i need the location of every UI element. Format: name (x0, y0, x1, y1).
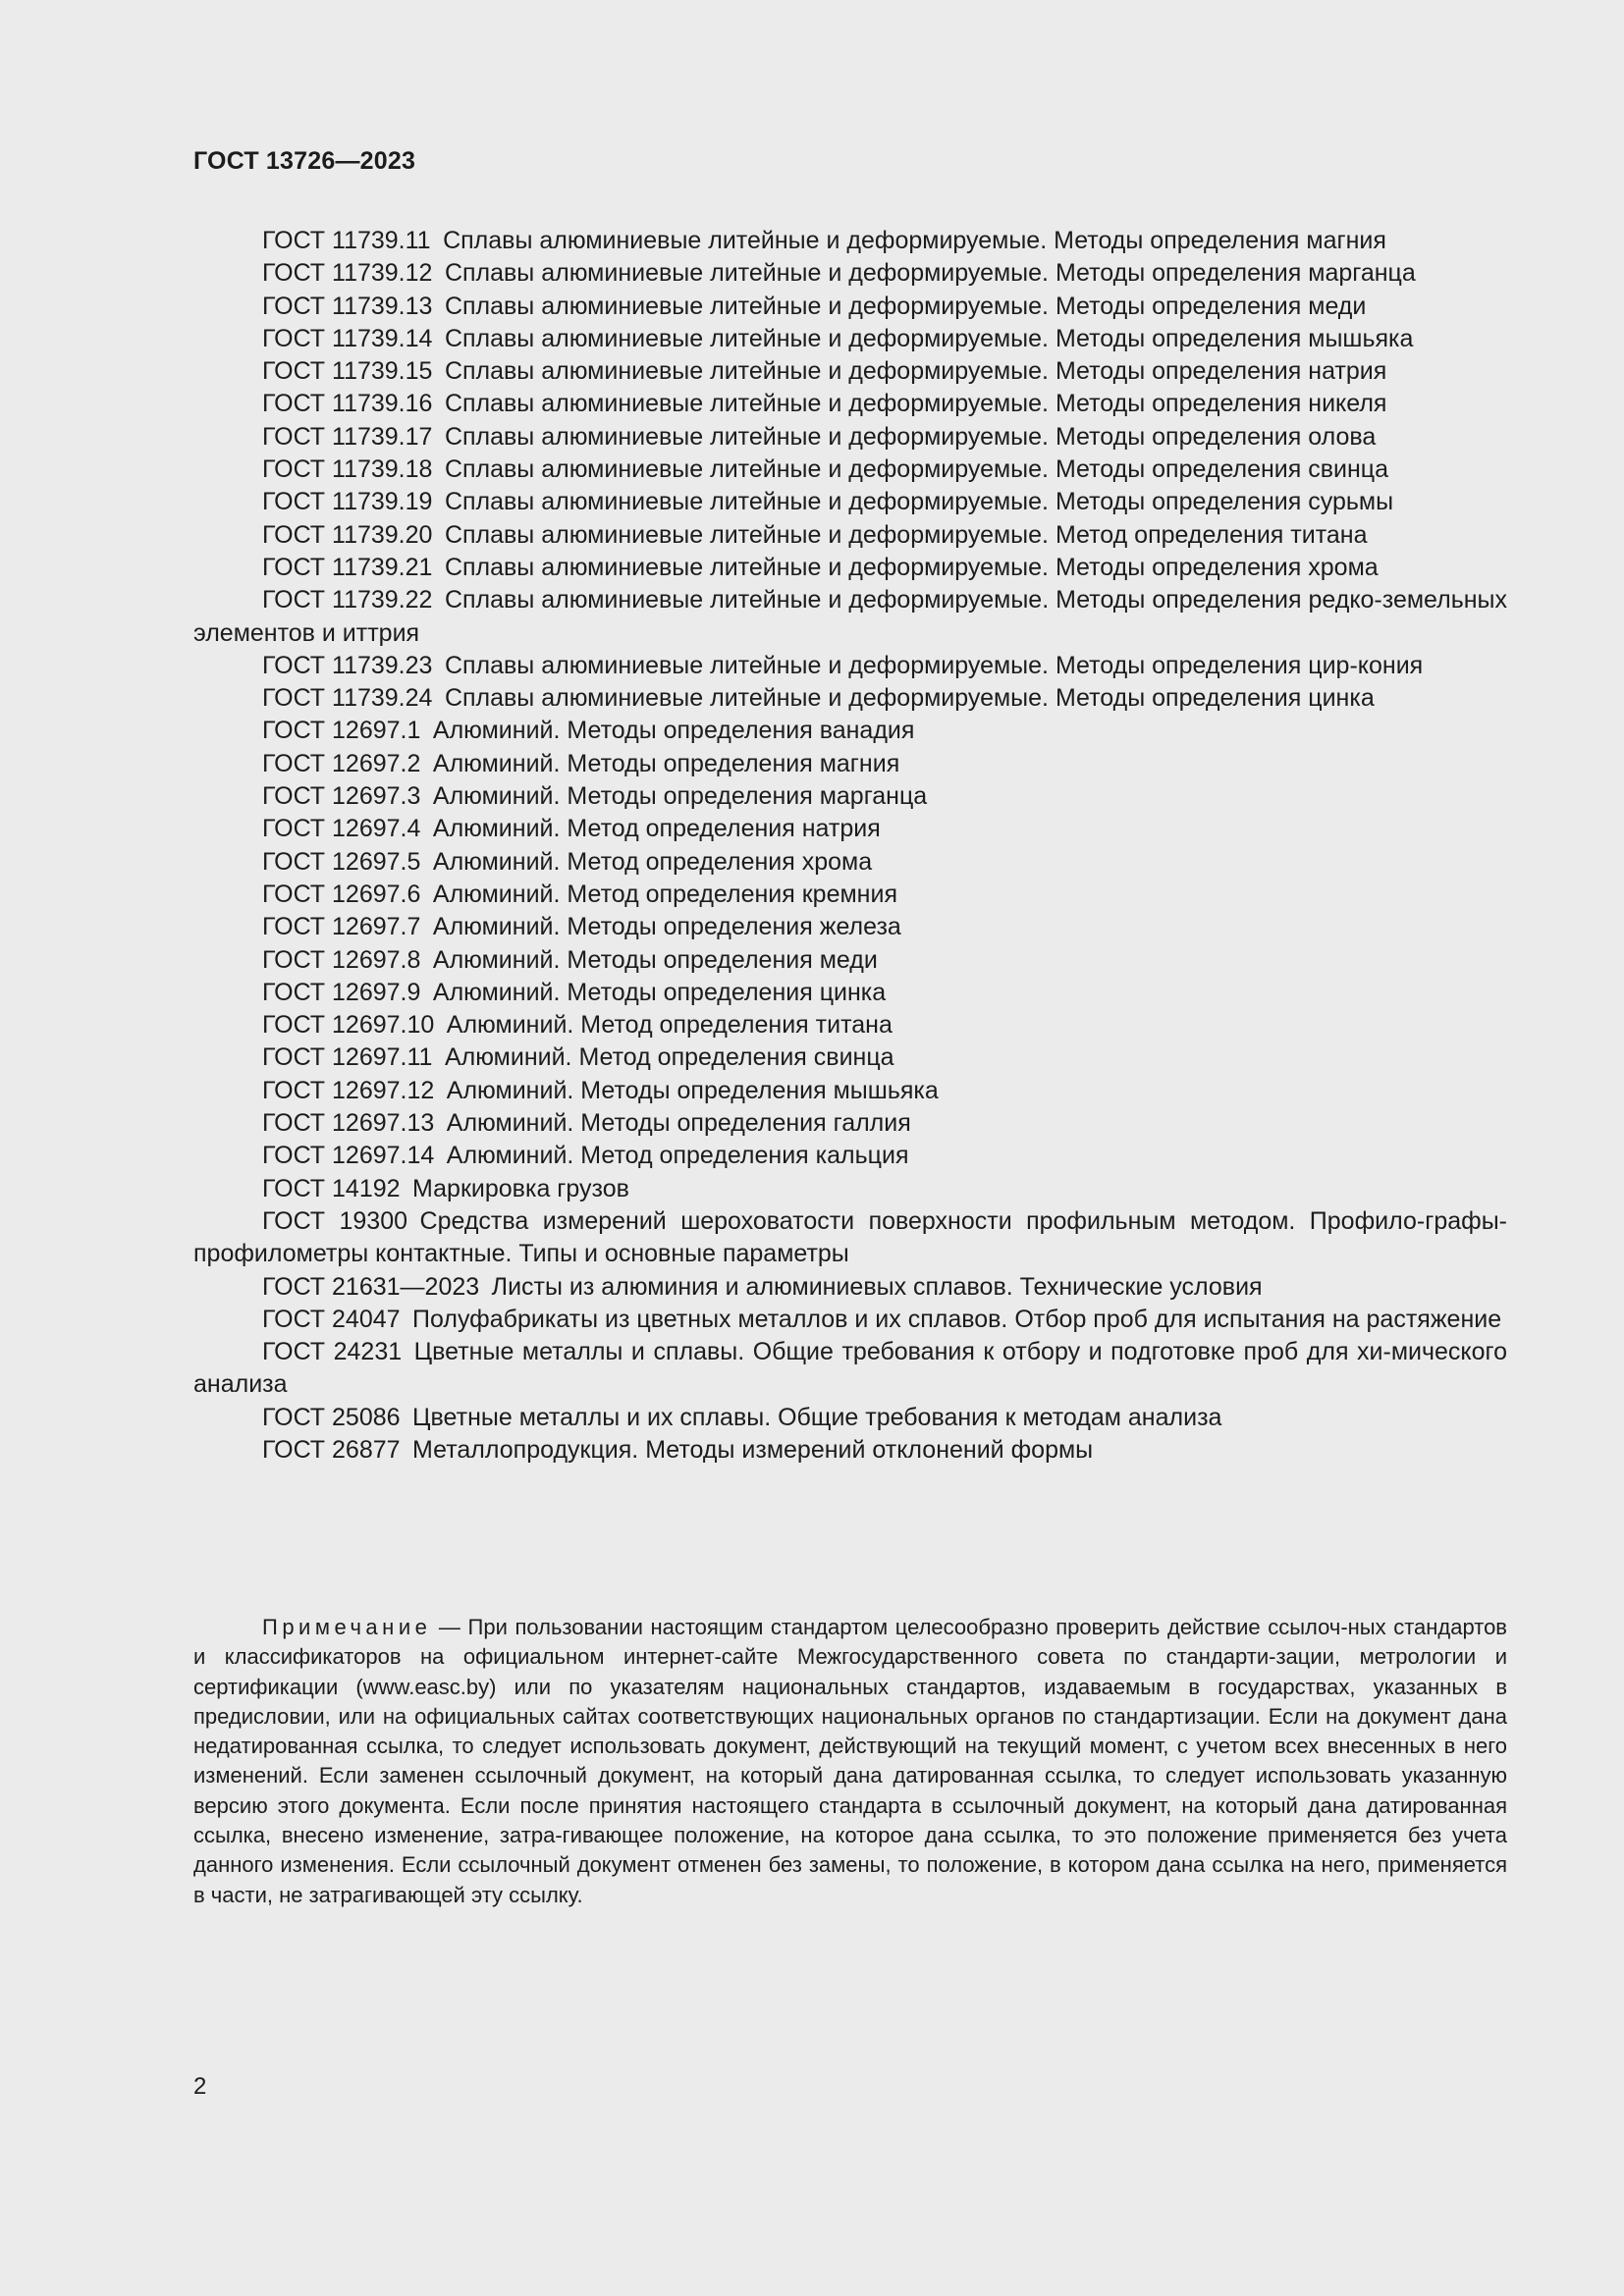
reference-code: ГОСТ 12697.12 (262, 1076, 435, 1104)
reference-item (193, 486, 1507, 518)
reference-title: Алюминий. Методы определения мышьяка (446, 1076, 939, 1104)
reference-title: Алюминий. Метод определения свинца (444, 1043, 894, 1072)
reference-title: Сплавы алюминиевые литейные и деформируемые. Методы определения цинка (444, 684, 1375, 713)
note-paragraph (193, 1613, 1507, 1910)
reference-title: Алюминий. Методы определения магния (432, 749, 900, 777)
reference-title: Алюминий. Методы определения галлия (446, 1109, 911, 1138)
reference-title: Сплавы алюминиевые литейные и деформируемые. Методы определения свинца (444, 455, 1389, 484)
reference-code: ГОСТ 12697.9 (262, 978, 421, 1006)
reference-code: ГОСТ 19300 (262, 1206, 408, 1235)
reference-code: ГОСТ 11739.19 (262, 488, 433, 516)
reference-item (193, 1009, 1507, 1041)
reference-item (193, 519, 1507, 552)
reference-title: Металлопродукция. Методы измерений отклонений формы (412, 1435, 1094, 1464)
reference-item (193, 944, 1507, 977)
reference-title: Сплавы алюминиевые литейные и деформируемые. Методы определения натрия (444, 357, 1387, 386)
reference-title: Алюминий. Методы определения ванадия (432, 717, 915, 745)
reference-code: ГОСТ 12697.7 (262, 913, 421, 941)
reference-item (193, 1205, 1507, 1271)
reference-item (193, 355, 1507, 388)
reference-title: Сплавы алюминиевые литейные и деформируемые. Методы определения меди (444, 292, 1367, 320)
reference-item (193, 421, 1507, 454)
reference-title: Маркировка грузов (412, 1174, 629, 1202)
reference-code: ГОСТ 12697.10 (262, 1011, 435, 1040)
reference-item (193, 1434, 1507, 1467)
reference-item (193, 780, 1507, 813)
reference-code: ГОСТ 26877 (262, 1435, 401, 1464)
reference-item (193, 291, 1507, 323)
reference-title: Листы из алюминия и алюминиевых сплавов. Технические условия (491, 1272, 1263, 1301)
reference-code: ГОСТ 11739.16 (262, 390, 433, 418)
reference-code: ГОСТ 12697.4 (262, 815, 421, 843)
reference-item (193, 1336, 1507, 1402)
reference-code: ГОСТ 12697.13 (262, 1109, 435, 1138)
reference-code: ГОСТ 12697.2 (262, 749, 421, 777)
reference-item (193, 1402, 1507, 1434)
reference-title: Сплавы алюминиевые литейные и деформируемые. Методы определения редко-земельных элементов и иттрия (193, 586, 1507, 647)
reference-code: ГОСТ 24047 (262, 1305, 401, 1333)
reference-title: Алюминий. Методы определения марганца (432, 782, 928, 811)
reference-code: ГОСТ 12697.5 (262, 847, 421, 876)
reference-title: Алюминий. Методы определения железа (432, 913, 901, 941)
reference-title: Цветные металлы и сплавы. Общие требования к отбору и подготовке проб для хи-мического анализа (193, 1338, 1508, 1399)
note-label: Примечание (262, 1615, 432, 1639)
reference-title: Алюминий. Метод определения кремния (432, 880, 897, 908)
reference-item (193, 552, 1507, 584)
page-number: 2 (193, 2073, 207, 2100)
reference-code: ГОСТ 12697.11 (262, 1043, 433, 1072)
reference-title: Полуфабрикаты из цветных металлов и их сплавов. Отбор проб для испытания на растяжение (412, 1305, 1502, 1333)
reference-code: ГОСТ 11739.20 (262, 520, 433, 549)
reference-code: ГОСТ 11739.21 (262, 553, 433, 581)
reference-title: Сплавы алюминиевые литейные и деформируемые. Методы определения олова (444, 422, 1377, 451)
reference-title: Средства измерений шероховатости поверхности профильным методом. Профило-графы-профилометры контактные. Типы и основные параметры (193, 1206, 1507, 1268)
reference-item (193, 715, 1507, 747)
reference-title: Сплавы алюминиевые литейные и деформируемые. Методы определения цир-кония (444, 651, 1424, 679)
reference-title: Сплавы алюминиевые литейные и деформируемые. Методы определения мышьяка (444, 324, 1414, 352)
reference-title: Сплавы алюминиевые литейные и деформируемые. Методы определения хрома (444, 553, 1379, 581)
reference-item (193, 1304, 1507, 1336)
reference-item (193, 1173, 1507, 1205)
reference-title: Алюминий. Метод определения натрия (432, 815, 881, 843)
reference-code: ГОСТ 11739.13 (262, 292, 433, 320)
reference-item (193, 257, 1507, 290)
reference-item (193, 225, 1507, 257)
reference-item (193, 977, 1507, 1009)
reference-code: ГОСТ 11739.15 (262, 357, 433, 386)
reference-title: Сплавы алюминиевые литейные и деформируемые. Методы определения сурьмы (444, 488, 1394, 516)
reference-code: ГОСТ 11739.11 (262, 227, 431, 254)
reference-code: ГОСТ 12697.14 (262, 1142, 435, 1170)
reference-title: Сплавы алюминиевые литейные и деформируемые. Методы определения марганца (444, 259, 1416, 288)
reference-item (193, 323, 1507, 355)
note-text: — При пользовании настоящим стандартом целесообразно проверить действие ссылоч-ных стандартов и классификаторов на официальном интернет-сайте Межгосударственного совета по стандарти-зации, метрологии и сертификации (www.easc.by) или по указателям национальных стандартов, издаваемым в государствах, указанных в предисловии, или на официальных сайтах соответствующих национальных органов по стандартизации. Если на документ дана недатированная ссылка, то следует использовать документ, действующий на текущий момент, с учетом всех внесенных в него изменений. Если заменен ссылочный документ, на который дана датированная ссылка, то следует использовать указанную версию этого документа. Если после принятия настоящего стандарта в ссылочный документ, на который дана датированная ссылка, внесено изменение, затра-гивающее положение, на которое дана ссылка, то это положение применяется без учета данного изменения. Если ссылочный документ отменен без замены, то положение, в котором дана ссылка на него, применяется в части, не затрагивающей эту ссылку. (193, 1615, 1507, 1907)
reference-title: Цветные металлы и их сплавы. Общие требования к методам анализа (412, 1403, 1222, 1431)
reference-item (193, 388, 1507, 420)
reference-item (193, 1140, 1507, 1172)
reference-code: ГОСТ 21631—2023 (262, 1272, 480, 1301)
reference-code: ГОСТ 12697.8 (262, 945, 421, 974)
reference-item (193, 682, 1507, 715)
reference-item (193, 650, 1507, 682)
reference-item (193, 1107, 1507, 1140)
reference-code: ГОСТ 11739.14 (262, 324, 433, 352)
reference-code: ГОСТ 12697.1 (262, 717, 421, 745)
reference-title: Сплавы алюминиевые литейные и деформируемые. Методы определения магния (443, 227, 1386, 254)
reference-item (193, 879, 1507, 911)
reference-code: ГОСТ 12697.6 (262, 880, 421, 908)
reference-item (193, 911, 1507, 943)
reference-title: Алюминий. Метод определения титана (446, 1011, 893, 1040)
reference-title: Алюминий. Метод определения кальция (446, 1142, 909, 1170)
reference-item (193, 813, 1507, 845)
reference-item (193, 846, 1507, 879)
reference-title: Алюминий. Методы определения меди (432, 945, 878, 974)
reference-code: ГОСТ 11739.12 (262, 259, 433, 288)
document-code-header: ГОСТ 13726—2023 (193, 147, 416, 175)
reference-item (193, 454, 1507, 486)
reference-code: ГОСТ 11739.23 (262, 651, 433, 679)
reference-item (193, 584, 1507, 650)
reference-code: ГОСТ 25086 (262, 1403, 401, 1431)
reference-code: ГОСТ 11739.22 (262, 586, 433, 614)
reference-code: ГОСТ 12697.3 (262, 782, 421, 811)
reference-title: Сплавы алюминиевые литейные и деформируемые. Методы определения никеля (444, 390, 1387, 418)
normative-references-list (193, 225, 1507, 1467)
reference-title: Алюминий. Метод определения хрома (432, 847, 873, 876)
reference-code: ГОСТ 11739.24 (262, 684, 433, 713)
reference-code: ГОСТ 11739.17 (262, 422, 433, 451)
reference-code: ГОСТ 11739.18 (262, 455, 433, 484)
reference-title: Алюминий. Методы определения цинка (432, 978, 887, 1006)
reference-item (193, 1271, 1507, 1304)
reference-title: Сплавы алюминиевые литейные и деформируемые. Метод определения титана (444, 520, 1368, 549)
reference-item (193, 748, 1507, 780)
reference-item (193, 1075, 1507, 1107)
reference-code: ГОСТ 24231 (262, 1338, 403, 1366)
reference-item (193, 1041, 1507, 1074)
reference-code: ГОСТ 14192 (262, 1174, 401, 1202)
